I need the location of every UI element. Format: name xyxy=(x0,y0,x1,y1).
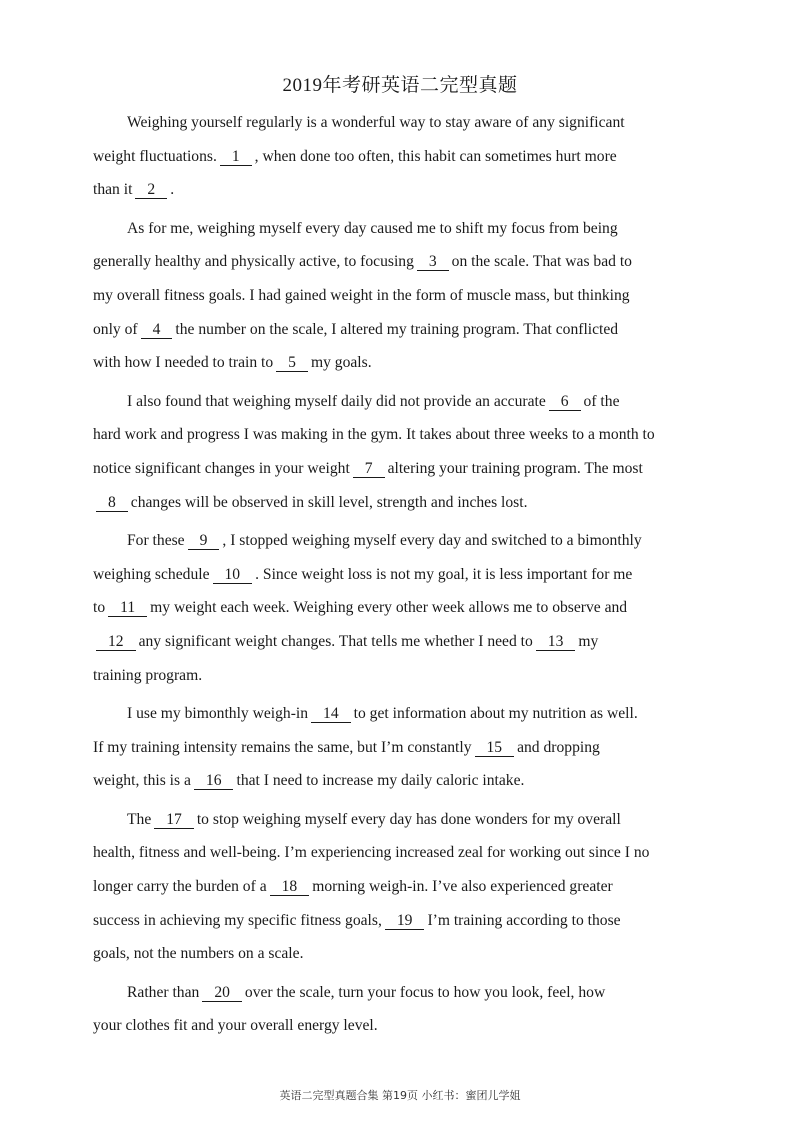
text-segment: I’m training according to those xyxy=(427,911,621,929)
text-line xyxy=(93,904,707,938)
paragraph xyxy=(93,697,707,798)
blank-18[interactable]: 18 xyxy=(270,878,310,896)
text-line xyxy=(93,870,707,904)
paragraph xyxy=(93,212,707,380)
text-segment: I also found that weighing myself daily did not provide an accurate xyxy=(127,392,546,410)
blank-3[interactable]: 3 xyxy=(417,253,449,271)
blank-6[interactable]: 6 xyxy=(549,393,581,411)
text-segment: that I need to increase my daily caloric intake. xyxy=(236,772,525,790)
text-segment: . Since weight loss is not my goal, it is less important for me xyxy=(255,565,633,583)
text-segment: If my training intensity remains the same, but I’m constantly xyxy=(93,738,472,756)
text-segment: of the xyxy=(583,392,620,410)
text-line xyxy=(93,279,707,313)
text-line xyxy=(93,524,707,558)
paragraph xyxy=(93,803,707,971)
paragraph xyxy=(93,385,707,519)
blank-7[interactable]: 7 xyxy=(353,460,385,478)
text-line xyxy=(93,346,707,380)
text-segment: any significant weight changes. That tells me whether I need to xyxy=(138,632,533,650)
text-segment: than it xyxy=(93,181,133,199)
page-footer: 英语二完型真题合集 第19页 小红书：蜜团儿学姐 xyxy=(279,1089,521,1102)
text-segment: Rather than xyxy=(127,983,200,1001)
text-line xyxy=(93,1009,707,1043)
text-segment: and dropping xyxy=(517,738,600,756)
text-segment: to stop weighing myself every day has done wonders for my overall xyxy=(196,810,621,828)
text-segment: health, fitness and well-being. I’m experiencing increased zeal for working out since I no xyxy=(93,844,650,862)
text-line xyxy=(93,486,707,520)
text-segment: , I stopped weighing myself every day and switched to a bimonthly xyxy=(222,532,642,550)
blank-2[interactable]: 2 xyxy=(135,181,167,199)
text-segment: , when done too often, this habit can sometimes hurt more xyxy=(254,147,617,165)
paragraph xyxy=(93,976,707,1043)
text-segment: generally healthy and physically active, to focusing xyxy=(93,253,414,271)
text-segment: I use my bimonthly weigh-in xyxy=(127,705,309,723)
passage xyxy=(93,106,707,1048)
text-line xyxy=(93,245,707,279)
blank-13[interactable]: 13 xyxy=(536,633,576,651)
blank-12[interactable]: 12 xyxy=(96,633,136,651)
text-segment: over the scale, turn your focus to how you look, feel, how xyxy=(244,983,606,1001)
text-line xyxy=(93,140,707,174)
text-line xyxy=(93,803,707,837)
text-segment: your clothes fit and your overall energy level. xyxy=(93,1017,378,1035)
blank-20[interactable]: 20 xyxy=(202,984,242,1002)
text-line xyxy=(93,106,707,140)
blank-5[interactable]: 5 xyxy=(276,354,308,372)
text-segment: the number on the scale, I altered my training program. That conflicted xyxy=(175,320,619,338)
blank-17[interactable]: 17 xyxy=(154,811,194,829)
page-title: 2019年考研英语二完型真题 xyxy=(282,75,518,96)
text-segment: my weight each week. Weighing every other week allows me to observe and xyxy=(150,599,628,617)
text-line xyxy=(93,836,707,870)
blank-1[interactable]: 1 xyxy=(220,148,252,166)
text-segment: my xyxy=(578,632,599,650)
blank-9[interactable]: 9 xyxy=(188,532,220,550)
blank-11[interactable]: 11 xyxy=(108,599,147,617)
text-line xyxy=(93,385,707,419)
text-segment: with how I needed to train to xyxy=(93,354,274,372)
text-segment: weight, this is a xyxy=(93,772,191,790)
text-line xyxy=(93,764,707,798)
text-segment: success in achieving my specific fitness goals, xyxy=(93,911,382,929)
text-segment: hard work and progress I was making in the gym. It takes about three weeks to a month to xyxy=(93,426,655,444)
text-segment: to get information about my nutrition as well. xyxy=(353,705,638,723)
text-segment: weighing schedule xyxy=(93,565,210,583)
blank-15[interactable]: 15 xyxy=(475,739,515,757)
text-line xyxy=(93,452,707,486)
text-line xyxy=(93,625,707,659)
text-segment: on the scale. That was bad to xyxy=(451,253,632,271)
blank-8[interactable]: 8 xyxy=(96,494,128,512)
text-segment: . xyxy=(170,181,175,199)
text-segment: altering your training program. The most xyxy=(387,459,643,477)
blank-14[interactable]: 14 xyxy=(311,705,351,723)
text-segment: notice significant changes in your weight xyxy=(93,459,350,477)
text-segment: to xyxy=(93,599,106,617)
text-segment: my goals. xyxy=(310,354,372,372)
text-line xyxy=(93,418,707,452)
text-segment: longer carry the burden of a xyxy=(93,878,267,896)
blank-16[interactable]: 16 xyxy=(194,772,234,790)
text-line xyxy=(93,697,707,731)
text-line xyxy=(93,659,707,693)
text-segment: goals, not the numbers on a scale. xyxy=(93,945,304,963)
text-segment: changes will be observed in skill level, strength and inches lost. xyxy=(130,493,528,511)
blank-4[interactable]: 4 xyxy=(141,321,173,339)
text-segment: only of xyxy=(93,320,138,338)
text-segment: my overall fitness goals. I had gained weight in the form of muscle mass, but thinking xyxy=(93,286,630,304)
text-segment: weight fluctuations. xyxy=(93,147,217,165)
blank-19[interactable]: 19 xyxy=(385,912,425,930)
text-segment: The xyxy=(127,810,152,828)
text-segment: For these xyxy=(127,532,185,550)
paragraph xyxy=(93,106,707,207)
text-segment: As for me, weighing myself every day caused me to shift my focus from being xyxy=(127,219,618,237)
text-line xyxy=(93,558,707,592)
blank-10[interactable]: 10 xyxy=(213,566,253,584)
text-line xyxy=(93,591,707,625)
text-line xyxy=(93,313,707,347)
text-line xyxy=(93,212,707,246)
text-line xyxy=(93,173,707,207)
text-line xyxy=(93,937,707,971)
text-line xyxy=(93,976,707,1010)
text-line xyxy=(93,731,707,765)
text-segment: training program. xyxy=(93,666,203,684)
text-segment: Weighing yourself regularly is a wonderful way to stay aware of any significant xyxy=(127,114,625,131)
paragraph xyxy=(93,524,707,692)
text-segment: morning weigh-in. I’ve also experienced greater xyxy=(312,878,613,896)
